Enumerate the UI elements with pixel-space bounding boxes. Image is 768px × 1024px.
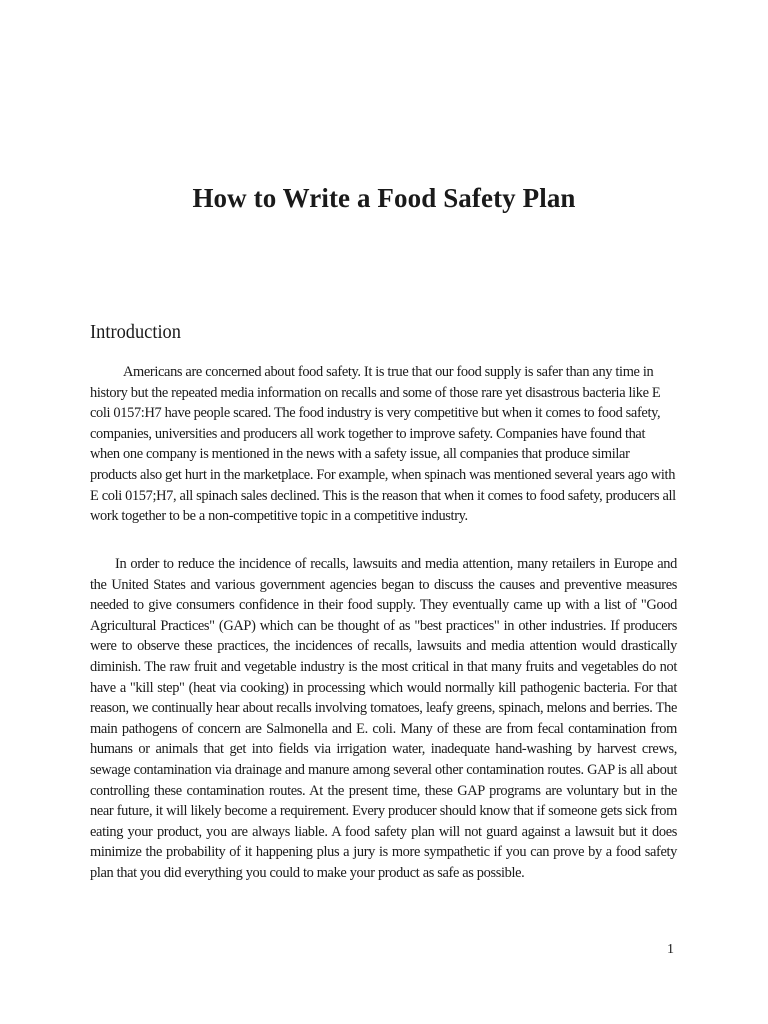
- paragraph-2: In order to reduce the incidence of recalls, lawsuits and media attention, many retailers in Europe and the United States and various government agencies began to discuss the causes and preventive measures needed to give consumers confidence in their food supply. They eventually came up with a list of "Good Agricultural Practices" (GAP) which can be thought of as "best practices" in other industries. If producers were to observe these practices, the incidences of recalls, lawsuits and media attention would drastically diminish. The raw fruit and vegetable industry is the most critical in that many fruits and vegetables do not have a "kill step" (heat via cooking) in processing which would normally kill pathogenic bacteria. For that reason, we continually hear about recalls involving tomatoes, leafy greens, spinach, melons and berries. The main pathogens of concern are Salmonella and E. coli. Many of these are from fecal contamination from humans or animals that get into fields via irrigation water, inadequate hand-washing by harvest crews, sewage contamination via drainage and manure among several other contamination routes. GAP is all about controlling these contamination routes. At the present time, these GAP programs are voluntary but in the near future, it will likely become a requirement. Every producer should know that if someone gets sick from eating your product, you are always liable. A food safety plan will not guard against a lawsuit but it does minimize the probability of it happening plus a jury is more sympathetic if you can prove by a food safety plan that you did everything you could to make your product as safe as possible.: [90, 556, 677, 881]
- paragraph-1: Americans are concerned about food safety. It is true that our food supply is safer than any time in history but the repeated media information on recalls and some of those rare yet disastrous bacteria like E coli 0157:H7 have people scared. The food industry is very competitive but when it comes to food safety, companies, universities and producers all work together to improve safety. Companies have found that when one company is mentioned in the news with a safety issue, all companies that produce similar products also get hurt in the marketplace. For example, when spinach was mentioned several years ago with E coli 0157;H7, all spinach sales declined. This is the reason that when it comes to food safety, producers all work together to be a non-competitive topic in a competitive industry.: [90, 364, 676, 525]
- section-heading-introduction: Introduction: [90, 321, 181, 343]
- page-number: 1: [667, 942, 674, 957]
- document-title: How to Write a Food Safety Plan: [192, 183, 576, 213]
